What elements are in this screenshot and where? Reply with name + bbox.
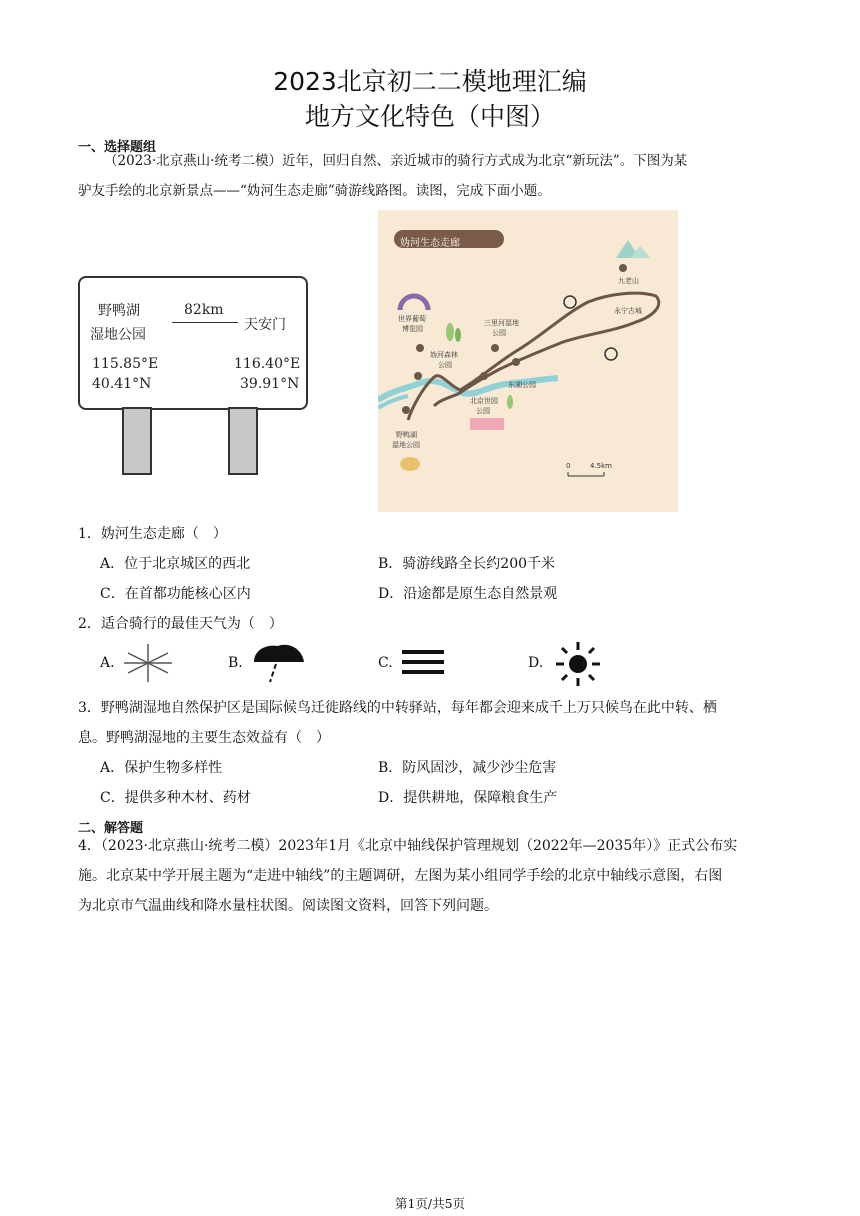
cycling-route-map <box>378 210 678 512</box>
map-pin-icon <box>402 406 410 414</box>
sign-distance-line <box>172 322 238 323</box>
question-1-option-b[interactable]: B．骑游线路全长约200千米 <box>378 556 556 572</box>
map-label-forest-line2: 公园 <box>438 361 452 369</box>
map-label-jiulaoshan: 九老山 <box>618 277 639 285</box>
sign-distance: 82km <box>184 302 224 318</box>
tree-icon <box>455 328 461 342</box>
document-title-line2: 地方文化特色（中图） <box>304 102 555 131</box>
sign-post-right <box>228 407 258 475</box>
question-2-option-a[interactable]: A. <box>100 655 115 671</box>
map-pin-icon <box>619 264 627 272</box>
tree-icon <box>507 395 513 409</box>
map-pin-icon <box>512 358 520 366</box>
map-label-yeya-line2: 湿地公园 <box>392 441 420 449</box>
map-label-shiyuan-line1: 北京世园 <box>470 397 498 405</box>
map-scale-zero: 0 <box>566 462 571 470</box>
map-label-sanli-line2: 公园 <box>492 329 506 337</box>
snowflake-icon <box>122 640 174 686</box>
sign-right-latitude: 39.91°N <box>240 376 300 392</box>
map-label-sanli-line1: 三里河湿地 <box>484 319 519 327</box>
section-heading-choice: 一、选择题组 <box>78 140 157 155</box>
tree-icon <box>446 323 454 341</box>
section-heading-answer: 二、解答题 <box>78 821 144 836</box>
fog-icon <box>402 648 446 678</box>
page-number-footer: 第1页/共5页 <box>394 1196 466 1211</box>
question-4-line3: 为北京市气温曲线和降水量柱状图。阅读图文资料，回答下列问题。 <box>78 898 498 914</box>
map-label-grape-line1: 世界葡萄 <box>398 315 426 323</box>
question-1-option-c[interactable]: C．在首都功能核心区内 <box>100 586 251 602</box>
rain-cloud-icon <box>250 638 308 686</box>
sign-right-longitude: 116.40°E <box>234 356 301 372</box>
sign-post-left <box>122 407 152 475</box>
question-2-option-c[interactable]: C. <box>378 655 393 671</box>
question-3-option-a[interactable]: A．保护生物多样性 <box>100 760 223 776</box>
map-label-donghu: 东湖公园 <box>508 381 536 389</box>
question-2-option-b[interactable]: B. <box>228 655 243 671</box>
grape-arch-icon <box>400 296 428 310</box>
question-3-option-c[interactable]: C．提供多种木材、药材 <box>100 790 251 806</box>
map-pin-icon <box>491 344 499 352</box>
question-2-option-d[interactable]: D. <box>528 655 544 671</box>
sign-left-latitude: 40.41°N <box>92 376 152 392</box>
question-4-line2: 施。北京某中学开展主题为“走进中轴线”的主题调研，左图为某小组同学手绘的北京中轴线示意图，右图 <box>78 868 723 884</box>
distance-sign-board <box>78 276 308 410</box>
question-1-option-a[interactable]: A．位于北京城区的西北 <box>100 556 251 572</box>
question-3-option-b[interactable]: B．防风固沙，减少沙尘危害 <box>378 760 557 776</box>
map-label-shiyuan-line2: 公园 <box>476 407 490 415</box>
flower-garden-icon <box>470 418 504 430</box>
map-pin-icon <box>416 344 424 352</box>
map-pin-icon <box>480 372 488 380</box>
map-label-forest-line1: 妫河森林 <box>430 351 458 359</box>
question-2-stem: 2．适合骑行的最佳天气为（ ） <box>78 616 283 632</box>
sign-left-longitude: 115.85°E <box>92 356 159 372</box>
map-drawing <box>378 210 678 512</box>
cyclist-icon <box>564 296 576 308</box>
question-3-stem-line1: 3．野鸭湖湿地自然保护区是国际候鸟迁徙路线的中转驿站，每年都会迎来成千上万只候鸟在此中转、栖 <box>78 700 717 716</box>
sign-left-name-line1: 野鸭湖 <box>98 303 140 319</box>
sun-icon <box>554 640 602 688</box>
question-4-line1: 4．（2023·北京燕山·统考二模）2023年1月《北京中轴线保护管理规划（2022年—2035年）》正式公布实 <box>78 838 738 854</box>
question-3-option-d[interactable]: D．提供耕地，保障粮食生产 <box>378 790 558 806</box>
cyclist-icon <box>605 348 617 360</box>
map-label-grape-line2: 博览园 <box>402 325 423 333</box>
duck-icon <box>400 457 420 471</box>
sign-left-name-line2: 湿地公园 <box>90 327 146 343</box>
document-title-line1: 2023北京初二二模地理汇编 <box>273 67 587 96</box>
question-3-stem-line2: 息。野鸭湖湿地的主要生态效益有（ ） <box>78 730 330 746</box>
map-label-yongning: 永宁古城 <box>614 307 642 315</box>
map-title: 妫河生态走廊 <box>400 238 460 249</box>
map-pin-icon <box>414 372 422 380</box>
sign-right-name: 天安门 <box>244 317 286 333</box>
question-1-option-d[interactable]: D．沿途都是原生态自然景观 <box>378 586 558 602</box>
map-scale-value: 4.5km <box>590 462 613 470</box>
intro-paragraph-line2: 驴友手绘的北京新景点——“妫河生态走廊”骑游线路图。读图，完成下面小题。 <box>78 183 551 199</box>
question-1-stem: 1．妫河生态走廊（ ） <box>78 526 227 542</box>
map-label-yeya-line1: 野鸭湖 <box>396 431 417 439</box>
intro-paragraph-line1: （2023·北京燕山·统考二模）近年，回归自然、亲近城市的骑行方式成为北京“新玩法”。下图为某 <box>104 153 688 169</box>
